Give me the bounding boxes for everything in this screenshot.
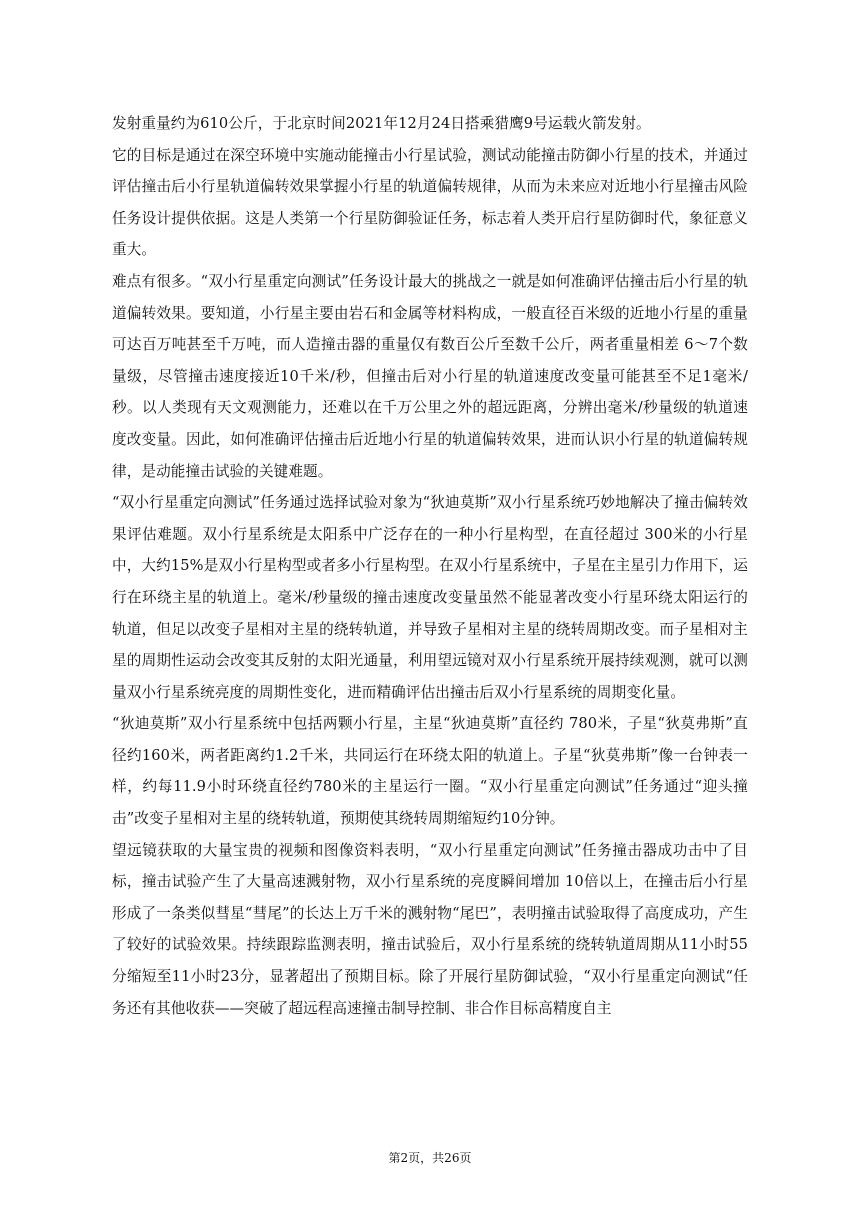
paragraph-didymos: “狄迪莫斯”双小行星系统中包括两颗小行星，主星“狄迪莫斯”直径约 780米，子星“狄莫弗斯”直径约160米，两者距离约1.2千米，共同运行在环绕太阳的轨道上。子星“狄莫弗斯”像一台钟表一样，约每11.9小时环绕直径约780米的主星运行一圈。“双小行星重定向测试”任务通过“迎头撞击”改变子星相对主星的绕转轨道，预期使其绕转周期缩短约10分钟。 [112,715,748,828]
paragraph-launch: 发射重量约为610公斤，于北京时间2021年12月24日搭乘猎鹰9号运载火箭发射。 [112,115,651,132]
paragraph-binary-system: “双小行星重定向测试”任务通过选择试验对象为“狄迪莫斯”双小行星系统巧妙地解决了撞击偏转效果评估难题。双小行星系统是太阳系中广泛存在的一种小行星构型，在直径超过 300米的小行星中，大约15%是双小行星构型或者多小行星构型。在双小行星系统中，子星在主星引力作用下，运行在环绕主星的轨道上。毫米/秒量级的撞击速度改变量虽然不能显著改变小行星环绕太阳运行的轨道，但足以改变子星相对主星的绕转轨道，并导致子星相对主星的绕转周期改变。而子星相对主星的周期性运动会改变其反射的太阳光通量，利用望远镜对双小行星系统开展持续观测，就可以测量双小行星系统亮度的周期性变化，进而精确评估出撞击后双小行星系统的周期变化量。 [112,494,748,701]
page-footer: 第2页，共26页 [388,1151,472,1165]
article-body [112,108,748,1024]
paragraph-difficulty: 难点有很多。“双小行星重定向测试”任务设计最大的挑战之一就是如何准确评估撞击后小行星的轨道偏转效果。要知道，小行星主要由岩石和金属等材料构成，一般直径百米级的近地小行星的重量可达百万吨甚至千万吨，而人造撞击器的重量仅有数百公斤至数千公斤，两者重量相差 6～7个数量级，尽管撞击速度接近10千米/秒，但撞击后对小行星的轨道速度改变量可能甚至不足1毫米/秒。以人类现有天文观测能力，还难以在千万公里之外的超远距离，分辨出毫米/秒量级的轨道速度改变量。因此，如何准确评估撞击后近地小行星的轨道偏转效果，进而认识小行星的轨道偏转规律，是动能撞击试验的关键难题。 [112,272,748,480]
paragraph-results: 望远镜获取的大量宝贵的视频和图像资料表明，“双小行星重定向测试”任务撞击器成功击中了目标，撞击试验产生了大量高速溅射物，双小行星系统的亮度瞬间增加 10倍以上，在撞击后小行星形成了一条类似彗星“彗尾”的长达上万千米的溅射物“尾巴”，表明撞击试验取得了高度成功，产生了较好的试验效果。持续跟踪监测表明，撞击试验后，双小行星系统的绕转轨道周期从11小时55分缩短至11小时23分，显著超出了预期目标。除了开展行星防御试验，“双小行星重定向测试“任务还有其他收获——突破了超远程高速撞击制导控制、非合作目标高精度自主 [112,841,748,1017]
paragraph-goal: 它的目标是通过在深空环境中实施动能撞击小行星试验，测试动能撞击防御小行星的技术，并通过评估撞击后小行星轨道偏转效果掌握小行星的轨道偏转规律，从而为未来应对近地小行星撞击风险任务设计提供依据。这是人类第一个行星防御验证任务，标志着人类开启行星防御时代，象征意义重大。 [112,146,748,259]
